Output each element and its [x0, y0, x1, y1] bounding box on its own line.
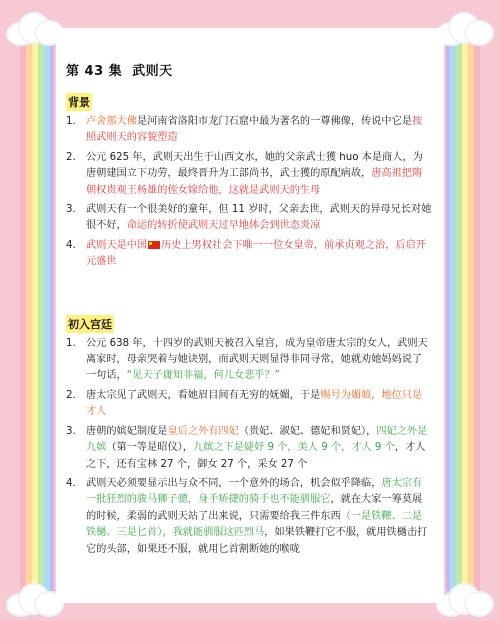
- list-item: [66, 150, 432, 199]
- list-item-text: 卢舍那大佛: [86, 116, 137, 127]
- list-item-number: 4.: [66, 477, 76, 489]
- list-item-text: ，才人之下，还有宝林 27 个，御女 27 个，采女 27 个: [86, 442, 426, 470]
- list-item-text: 公元 638 年，十四岁的武则天被召入皇宫，成为皇帝唐太宗的女人，武则天离家时，母亲哭着与她诀别，而武则天则显得非同寻常，她就劝她妈妈说了一句话，: [86, 337, 428, 382]
- list-item-text: （第一等是昭仪），: [106, 442, 193, 454]
- list-item-text: 唐太宗有一批狂烈的骏马狮子骢，身手矫捷的骑手也不能驯服它: [86, 477, 423, 506]
- rainbow-border-left: [20, 40, 54, 591]
- section-heading-background: 背景: [66, 93, 92, 111]
- list-item: [66, 336, 432, 385]
- note-content: [66, 60, 432, 561]
- list-item: [66, 238, 432, 271]
- section-heading-entering-palace: 初入宫廷: [66, 315, 114, 333]
- list-item-text: 九嫔之下是婕妤 9 个，美人 9 个，才人 9 个: [192, 442, 395, 454]
- list-item: [66, 424, 432, 473]
- section-entering-palace: [66, 313, 432, 558]
- list-item-number: 1.: [66, 337, 76, 349]
- list-item-text: 武则天是中国: [86, 239, 148, 251]
- list-item-text: ，就在大家一筹莫展的时候，柔弱的武则天站了出来说，只需要给我三件东西: [86, 494, 423, 522]
- list-item-text: 四妃之外是九嫔: [86, 425, 428, 454]
- list-item-number: 2.: [66, 389, 76, 401]
- list-item-text: “见天子庸知非福，何儿女悲乎？”: [126, 370, 280, 382]
- list-item-number: 2.: [66, 151, 76, 163]
- list-item-text: 赐号为媚娘，地位只是才人: [86, 389, 423, 418]
- list-item-text: 是河南省洛阳市龙门石窟中最为著名的一尊佛像，传说中它是: [136, 116, 412, 127]
- list-item-text: 唐高祖把隋朝权贵观王杨雄的侄女嫁给他，这就是武则天的生母: [86, 168, 423, 196]
- background-list: [66, 114, 432, 271]
- rainbow-border-right: [446, 40, 480, 591]
- list-item-text: 按照武则天的容貌塑造: [86, 116, 423, 144]
- list-item-text: ，如果铁鞭打它不服，就用铁檛击打它的头部，如果还不服，就用匕首割断她的喉咙: [86, 527, 428, 555]
- list-item-number: 3.: [66, 204, 76, 216]
- list-item-text: 唐太宗见了武则天，看她眉目间有无穷的妩媚，于是: [86, 389, 321, 401]
- list-item-text: 武则天有一个很美好的童年，但 11 岁时，父亲去世，武则天的异母兄长对她很不好，: [86, 204, 432, 232]
- list-item: [66, 202, 432, 235]
- list-item-text: 历史上男权社会下唯一一位女皇帝，前承贞观之治，后启开元盛世: [86, 239, 426, 268]
- list-item-text: 唐朝的嫔妃制度是: [86, 425, 168, 437]
- list-item-text: 武则天必须要显示出与众不同，一个意外的场合，机会似乎降临，: [86, 477, 382, 489]
- list-item: [66, 388, 432, 421]
- list-item-text: 皇后之外有四妃: [167, 425, 239, 437]
- list-item-text: （一是铁鞭、二是铁檛、三是匕首），我就能驯服这匹烈马: [86, 510, 423, 539]
- list-item-text: 公元 625 年，武则天出生于山西文水，她的父亲武士獲 huo 本是商人，为唐朝建国立下功劳，最终晋升为工部尚书，武士獲的原配病故，: [86, 151, 423, 180]
- episode-label: 第 43 集: [66, 64, 123, 79]
- list-item-text: （贵妃、淑妃、德妃和贤妃），: [238, 425, 377, 437]
- list-item: [66, 114, 432, 147]
- list-item-text: 命运的转折使武则天过早地体会到世态炎凉: [126, 220, 321, 232]
- list-item-number: 3.: [66, 425, 76, 437]
- list-item-number: 1.: [66, 116, 76, 127]
- page-title: [66, 60, 432, 79]
- note-paper: [56, 28, 444, 603]
- section-background: [66, 91, 432, 271]
- entering-palace-list: [66, 336, 432, 558]
- episode-name: 武则天: [132, 64, 173, 79]
- list-item-number: 4.: [66, 239, 76, 251]
- list-item: [66, 476, 432, 558]
- china-flag-icon: [148, 241, 160, 249]
